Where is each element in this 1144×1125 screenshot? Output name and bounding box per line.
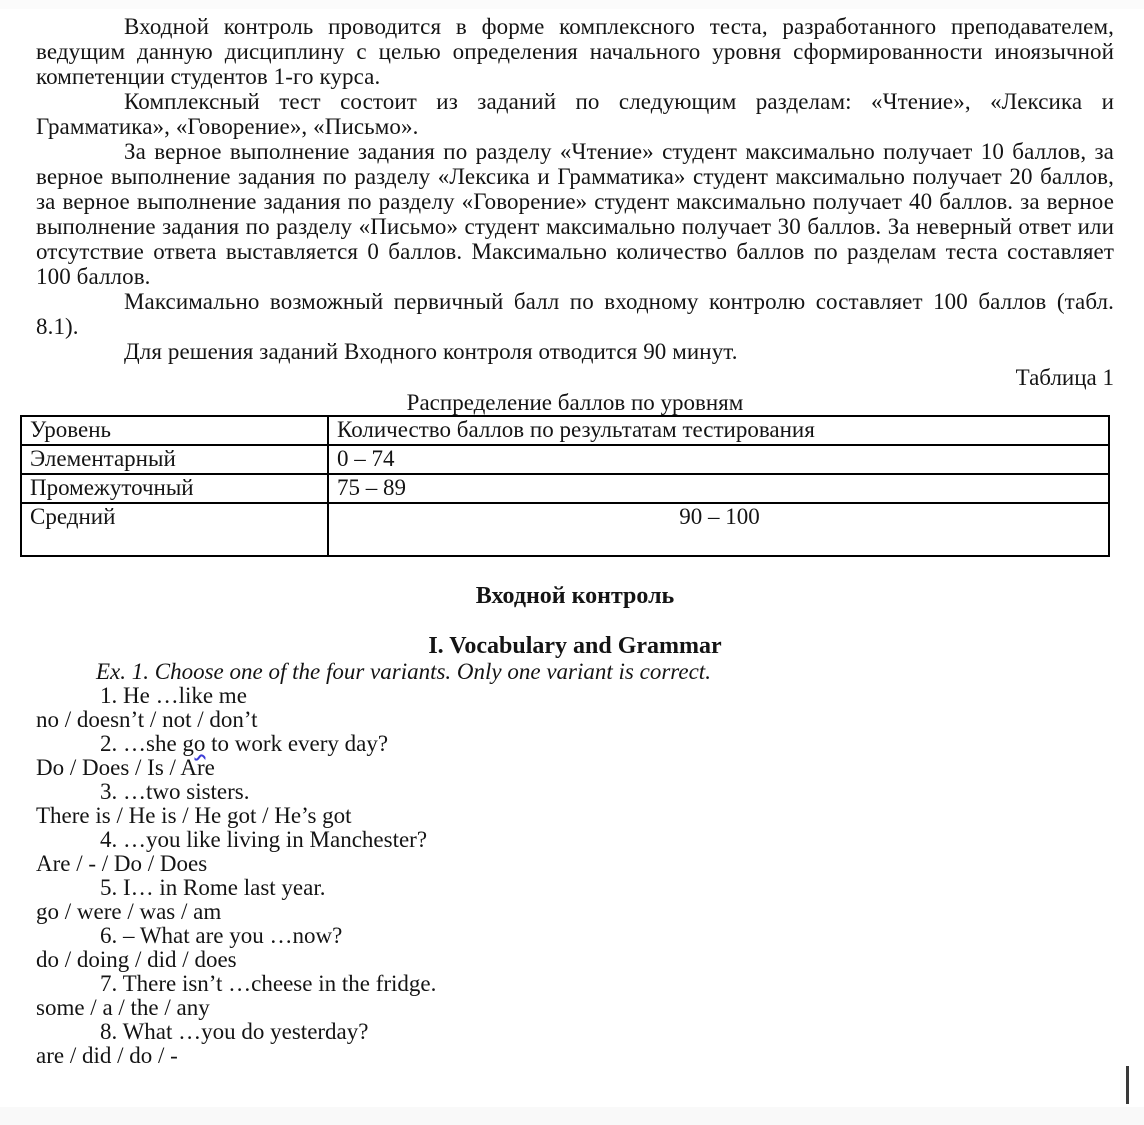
table-row (21, 445, 1109, 474)
question-text: 7. There isn’t …cheese in the fridge. (100, 971, 437, 996)
options-line: some / a / the / any (36, 995, 210, 1020)
table-number-label: Таблица 1 (1015, 365, 1114, 390)
exercise-instructions: Ex. 1. Choose one of the four variants. Only one variant is correct. (96, 659, 711, 684)
page-bottom-margin-strip (0, 1107, 1144, 1125)
header-cell-score: Количество баллов по результатам тестирования (328, 416, 1109, 445)
header-cell-level: Уровень (21, 416, 328, 445)
question-text: 8. What …you do yesterday? (100, 1019, 369, 1044)
paragraph: Комплексный тест состоит из заданий по следующим разделам: «Чтение», «Лексика и Грамматика», «Говорение», «Письмо». (36, 89, 1114, 139)
score-cell: 90 – 100 (328, 503, 1109, 556)
table-header-row (21, 416, 1109, 445)
score-cell: 0 – 74 (328, 445, 1109, 474)
question-text: 6. – What are you …now? (100, 923, 343, 948)
options-line: There is / He is / He got / He’s got (36, 803, 352, 828)
level-cell: Средний (21, 503, 328, 556)
level-cell: Элементарный (21, 445, 328, 474)
level-cell: Промежуточный (21, 474, 328, 503)
paragraph: За верное выполнение задания по разделу «Чтение» студент максимально получает 10 баллов, за верное выполнение задания по разделу «Лексика и Грамматика» студент максимально получает 20 баллов, за верное выполнение задания по разделу «Говорение» студент максимально получает 40 баллов. за верное выполнение задания по разделу «Письмо» студент максимально получает 30 баллов. За неверный ответ или отсутствие ответа выставляется 0 баллов. Максимально количество баллов по разделам теста составляет 100 баллов. (36, 139, 1114, 289)
subsection-title: I. Vocabulary and Grammar (428, 633, 722, 659)
question-line (36, 732, 1114, 756)
options-line: do / doing / did / does (36, 947, 237, 972)
section-title: Входной контроль (475, 583, 675, 609)
question-line (36, 972, 1114, 996)
question-text: 1. He …like me (100, 683, 247, 708)
options-line: no / doesn’t / not / don’t (36, 707, 258, 732)
paragraph: Максимально возможный первичный балл по входному контролю составляет 100 баллов (табл. 8.1). (36, 289, 1114, 339)
options-line: go / were / was / am (36, 899, 222, 924)
table-row (21, 474, 1109, 503)
options-line: are / did / do / - (36, 1043, 178, 1068)
question-line (36, 924, 1114, 948)
question-text: to work every day? (205, 731, 389, 756)
document-content (30, 14, 1114, 1068)
paragraph: Для решения заданий Входного контроля отводится 90 минут. (124, 339, 738, 364)
question-line (36, 828, 1114, 852)
page-top-margin-strip (0, 0, 1144, 9)
question-text: 3. …two sisters. (100, 779, 250, 804)
question-text: 2. …she (100, 731, 183, 756)
score-cell: 75 – 89 (328, 474, 1109, 503)
text-cursor (1126, 1066, 1129, 1104)
question-text: 4. …you like living in Manchester? (100, 827, 428, 852)
grammar-error-underline: go (182, 731, 206, 756)
options-line: Do / Does / Is / Are (36, 755, 215, 780)
table-row (21, 503, 1109, 556)
question-line (36, 876, 1114, 900)
question-line (36, 684, 1114, 708)
question-line (36, 1020, 1114, 1044)
question-line (36, 780, 1114, 804)
table-caption: Распределение баллов по уровням (406, 390, 744, 415)
options-line: Are / - / Do / Does (36, 851, 208, 876)
question-text: 5. I… in Rome last year. (100, 875, 326, 900)
score-distribution-table (20, 415, 1110, 557)
paragraph: Входной контроль проводится в форме комплексного теста, разработанного преподавателем, ведущим данную дисциплину с целью определения начального уровня сформированности иноязычной компетенции студентов 1-го курса. (36, 14, 1114, 89)
